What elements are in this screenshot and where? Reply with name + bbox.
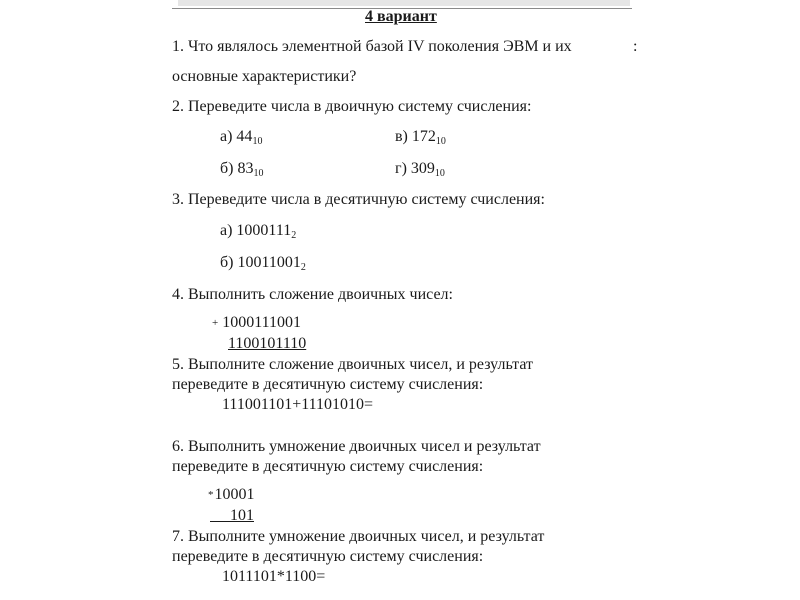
- q3-item-b: [220, 254, 306, 277]
- q2-item-b: [220, 160, 263, 183]
- q6-top-value: 10001: [214, 486, 255, 503]
- q5-expression: 111001101+11101010=: [222, 396, 374, 413]
- plus-sign: +: [212, 317, 219, 329]
- q6-top-operand: [208, 486, 255, 504]
- q2-item-v: [395, 128, 446, 151]
- q3-item-a-label: а) 1000111: [220, 222, 292, 239]
- q3-text: 3. Переведите числа в десятичную систему счисления:: [172, 191, 545, 208]
- q4-bottom-operand: 1100101110: [228, 335, 307, 352]
- q5-line1: 5. Выполните сложение двоичных чисел, и результат: [172, 356, 534, 373]
- q3-item-b-label: б) 10011001: [220, 254, 301, 271]
- q7-line2: переведите в десятичную систему счисления:: [172, 548, 484, 565]
- page-title: 4 вариант: [365, 8, 437, 25]
- q2-item-b-label: б) 83: [220, 160, 254, 177]
- side-mark: :: [633, 38, 638, 55]
- q2-text: 2. Переведите числа в двоичную систему счисления:: [172, 98, 532, 115]
- q3-item-b-base: 2: [300, 262, 306, 273]
- q2-item-b-base: 10: [253, 168, 264, 179]
- q1-line2: основные характеристики?: [172, 68, 357, 85]
- q2-item-v-label: в) 172: [395, 128, 436, 145]
- q6-bottom-value: 101: [230, 507, 254, 524]
- q5-line2: переведите в десятичную систему счисления:: [172, 376, 484, 393]
- q6-line2: переведите в десятичную систему счисления:: [172, 458, 484, 475]
- multiply-sign: *: [208, 489, 214, 501]
- q2-item-g-base: 10: [434, 168, 445, 179]
- q2-item-g: [395, 160, 445, 183]
- q7-expression: 1011101*1100=: [222, 568, 326, 585]
- q7-line1: 7. Выполните умножение двоичных чисел, и результат: [172, 528, 545, 545]
- q1-line1: 1. Что являлось элементной базой IV поколения ЭВМ и их: [172, 38, 572, 55]
- q3-item-a: [220, 222, 296, 245]
- q6-bottom-operand: [210, 507, 254, 525]
- q4-top-operand: [212, 314, 301, 332]
- q3-item-a-base: 2: [291, 230, 297, 241]
- q2-item-v-base: 10: [435, 136, 446, 147]
- q6-line1: 6. Выполнить умножение двоичных чисел и результат: [172, 438, 541, 455]
- q2-item-a-base: 10: [252, 136, 263, 147]
- q2-item-g-label: г) 309: [395, 160, 435, 177]
- q2-item-a: [220, 128, 262, 151]
- q4-top-value: 1000111001: [222, 314, 302, 331]
- q4-text: 4. Выполнить сложение двоичных чисел:: [172, 286, 453, 303]
- q2-item-a-label: а) 44: [220, 128, 253, 145]
